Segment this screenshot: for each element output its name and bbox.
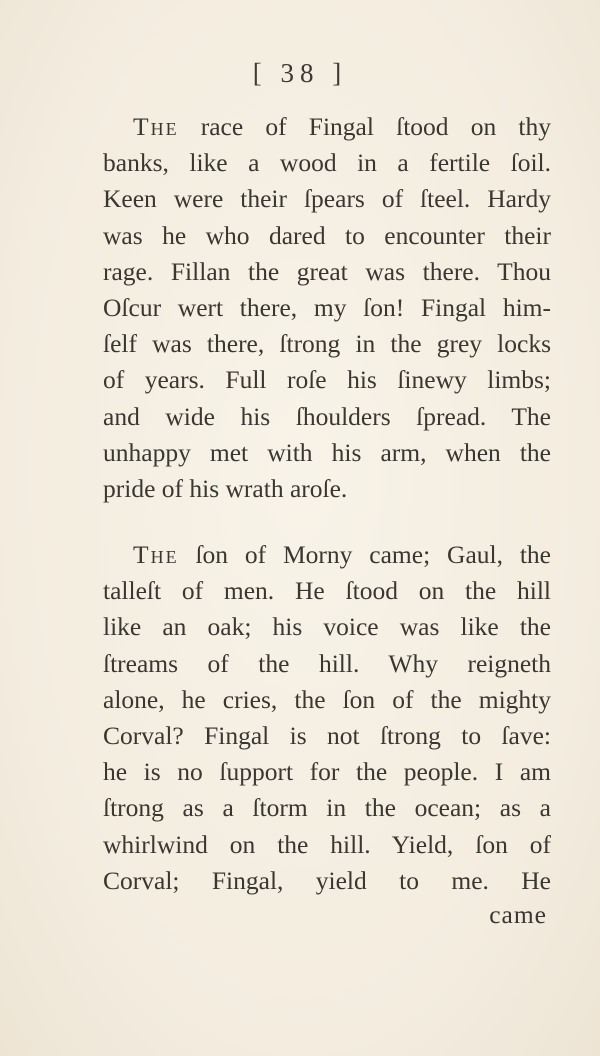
text-line: banks, like a wood in a fertile ſoil. [103, 148, 551, 178]
line-text: race of Fingal ſtood on thy [178, 112, 551, 141]
text-line [103, 109, 551, 145]
text-line: he is no ſupport for the people. I am [103, 757, 551, 787]
paragraph-lead: The [133, 540, 179, 569]
text-line: ſtrong as a ſtorm in the ocean; as a [103, 793, 551, 823]
text-line: and wide his ſhoulders ſpread. The [103, 401, 551, 431]
text-line: pride of his wrath aroſe. [103, 473, 348, 503]
catchword: came [489, 900, 547, 929]
text-line: was he who dared to encounter their [103, 220, 551, 250]
text-line: rage. Fillan the great was there. Thou [103, 256, 551, 286]
text-line: Corval; Fingal, yield to me. He [103, 865, 551, 895]
text-line: like an oak; his voice was like the [103, 612, 551, 642]
text-line: talleſt of men. He ſtood on the hill [103, 576, 551, 606]
text-line: of years. Full roſe his ſinewy limbs; [103, 365, 551, 395]
text-line: whirlwind on the hill. Yield, ſon of [103, 829, 551, 859]
page-number-header: [ 38 ] [252, 58, 348, 88]
text-line: ſelf was there, ſtrong in the grey locks [103, 329, 551, 359]
text-line: alone, he cries, the ſon of the mighty [103, 684, 551, 714]
text-line: unhappy met with his arm, when the [103, 437, 551, 467]
line-text: ſon of Morny came; Gaul, the [178, 540, 551, 569]
paragraph-2 [103, 537, 551, 899]
text-line: Corval? Fingal is not ſtrong to ſave: [103, 720, 551, 750]
text-line: Oſcur wert there, my ſon! Fingal him- [103, 292, 551, 322]
paragraph-1 [103, 109, 551, 507]
text-line: Keen were their ſpears of ſteel. Hardy [103, 184, 551, 214]
text-line [103, 537, 551, 573]
text-line: ſtreams of the hill. Why reigneth [103, 648, 551, 678]
paragraph-lead: The [133, 112, 179, 141]
